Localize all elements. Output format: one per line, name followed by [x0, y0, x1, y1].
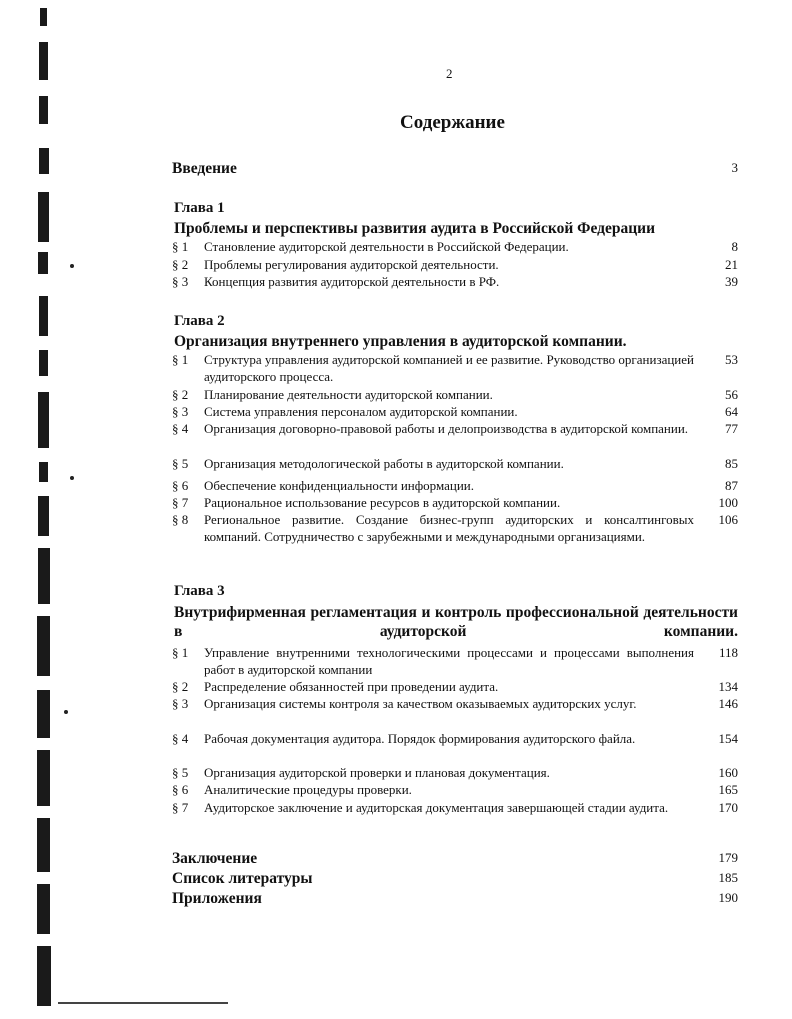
section-page: 100: [718, 495, 738, 510]
toc-section: [172, 477, 738, 494]
section-page: 21: [725, 257, 738, 272]
section-page: 39: [725, 274, 738, 289]
toc-section: [172, 678, 738, 695]
section-number: § 4: [172, 731, 189, 746]
section-title: Аудиторское заключение и аудиторская документация завершающей стадии аудита.: [204, 800, 669, 815]
toc-section: [172, 764, 738, 781]
section-page: 134: [718, 679, 738, 694]
entry-label: Введение: [172, 160, 237, 177]
bottom-rule: [58, 1002, 228, 1004]
section-title: Планирование деятельности аудиторской компании.: [204, 387, 493, 402]
section-page: 146: [718, 696, 738, 711]
toc-entry-references: [172, 870, 738, 888]
toc-section: [172, 351, 738, 385]
section-page: 160: [718, 765, 738, 780]
section-number: § 6: [172, 478, 189, 493]
section-page: 53: [725, 352, 738, 367]
section-title: Организация системы контроля за качеством оказываемых аудиторских услуг.: [204, 696, 637, 711]
toc-section: [172, 494, 738, 511]
section-number: § 1: [172, 645, 189, 660]
section-number: § 5: [172, 456, 189, 471]
chapter-2-label: Глава 2: [174, 313, 225, 329]
section-title: Концепция развития аудиторской деятельности в РФ.: [204, 274, 500, 289]
section-number: § 1: [172, 239, 189, 254]
toc-section: [172, 511, 738, 545]
section-page: 106: [718, 512, 738, 527]
entry-label: Заключение: [172, 850, 258, 867]
section-title: Рабочая документация аудитора. Порядок формирования аудиторского файла.: [204, 731, 636, 746]
section-page: 64: [725, 404, 738, 419]
section-number: § 7: [172, 495, 189, 510]
section-number: § 7: [172, 800, 189, 815]
entry-page: 185: [718, 870, 738, 885]
section-number: § 2: [172, 387, 189, 402]
chapter-3-label: Глава 3: [174, 583, 225, 599]
page-title: Содержание: [400, 112, 505, 133]
chapter-3-title: Внутрифирменная регламентация и контроль профессиональной деятельности в аудиторской компании.: [174, 604, 738, 640]
section-title: Рациональное использование ресурсов в аудиторской компании.: [204, 495, 561, 510]
section-title: Структура управления аудиторской компанией и ее развитие. Руководство организацией аудиторского процесса.: [204, 352, 694, 384]
chapter-2-title: Организация внутреннего управления в аудиторской компании.: [174, 333, 627, 350]
section-page: 118: [718, 645, 738, 660]
section-title: Распределение обязанностей при проведении аудита.: [204, 679, 499, 694]
section-number: § 3: [172, 404, 189, 419]
section-title: Организация методологической работы в аудиторской компании.: [204, 456, 564, 471]
section-title: Аналитические процедуры проверки.: [204, 782, 412, 797]
section-title: Региональное развитие. Создание бизнес-групп аудиторских и консалтинговых компаний. Сотрудничество с зарубежными и международными организациями.: [204, 512, 694, 544]
section-number: § 2: [172, 679, 189, 694]
section-number: § 3: [172, 274, 189, 289]
scan-speck: [70, 476, 74, 480]
section-title: Система управления персоналом аудиторской компании.: [204, 404, 518, 419]
page-number: 2: [446, 66, 453, 81]
binding-edge: [34, 0, 58, 1019]
toc-section: [172, 256, 738, 273]
toc-section: [172, 403, 738, 420]
section-number: § 4: [172, 421, 189, 436]
toc-entry-appendices: [172, 890, 738, 908]
toc-section: [172, 420, 738, 437]
section-page: 56: [725, 387, 738, 402]
section-number: § 6: [172, 782, 189, 797]
section-number: § 1: [172, 352, 189, 367]
scan-speck: [64, 710, 68, 714]
section-page: 154: [718, 731, 738, 746]
section-page: 165: [718, 782, 738, 797]
toc-section: [172, 730, 738, 747]
toc-section: [172, 238, 738, 255]
toc-section: [172, 695, 738, 712]
section-page: 87: [725, 478, 738, 493]
toc-section: [172, 273, 738, 290]
scan-speck: [70, 264, 74, 268]
entry-label: Приложения: [172, 890, 262, 907]
entry-page: 190: [718, 890, 738, 905]
section-number: § 3: [172, 696, 189, 711]
chapter-1-title: Проблемы и перспективы развития аудита в Российской Федерации: [174, 220, 656, 237]
section-title: Организация договорно-правовой работы и делопроизводства в аудиторской компании.: [204, 421, 689, 436]
toc-section: [172, 386, 738, 403]
chapter-1-label: Глава 1: [174, 200, 225, 216]
toc-section: [172, 799, 738, 816]
section-page: 77: [725, 421, 738, 436]
section-number: § 8: [172, 512, 189, 527]
toc-entry-conclusion: [172, 850, 738, 868]
toc-entry-intro: [172, 160, 738, 178]
section-number: § 5: [172, 765, 189, 780]
entry-page: 3: [731, 160, 738, 175]
section-title: Управление внутренними технологическими процессами и процессами выполнения работ в аудиторской компании: [204, 645, 694, 677]
toc-section: [172, 781, 738, 798]
section-page: 8: [731, 239, 738, 254]
toc-section: [172, 644, 738, 678]
section-page: 170: [718, 800, 738, 815]
entry-page: 179: [718, 850, 738, 865]
section-title: Проблемы регулирования аудиторской деятельности.: [204, 257, 499, 272]
section-number: § 2: [172, 257, 189, 272]
entry-label: Список литературы: [172, 870, 313, 887]
section-page: 85: [725, 456, 738, 471]
toc-section: [172, 455, 738, 472]
section-title: Организация аудиторской проверки и плановая документация.: [204, 765, 550, 780]
section-title: Становление аудиторской деятельности в Российской Федерации.: [204, 239, 569, 254]
section-title: Обеспечение конфиденциальности информации.: [204, 478, 474, 493]
